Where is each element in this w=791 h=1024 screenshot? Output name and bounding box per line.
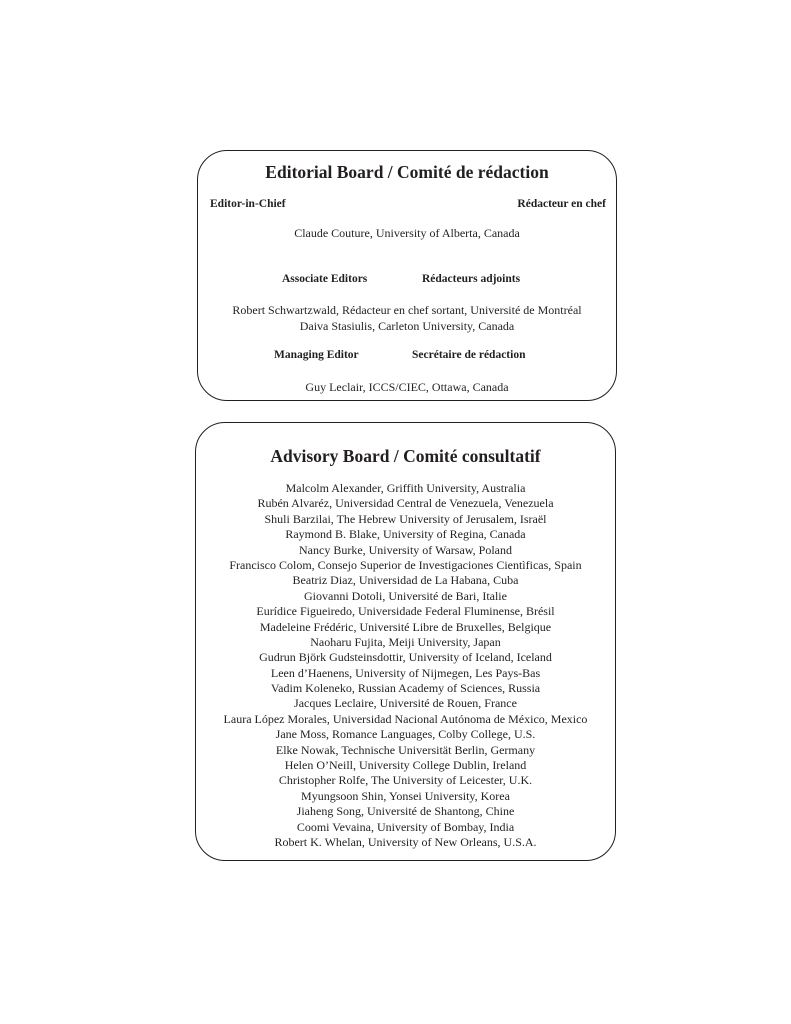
- advisory-member: Beatriz Diaz, Universidad de La Habana, Cuba: [292, 573, 519, 588]
- associate-editors-label-en: Associate Editors: [282, 273, 368, 285]
- advisory-member: Shuli Barzilai, The Hebrew University of Jerusalem, Israël: [264, 511, 547, 526]
- advisory-member: Jiaheng Song, Université de Shantong, Chine: [296, 804, 515, 819]
- advisory-member: Robert K. Whelan, University of New Orleans, U.S.A.: [274, 834, 537, 849]
- advisory-member: Jacques Leclaire, Université de Rouen, France: [294, 696, 517, 711]
- editor-in-chief-label-fr: Rédacteur en chef: [517, 198, 606, 210]
- advisory-member: Gudrun Björk Gudsteinsdottir, University of Iceland, Iceland: [259, 650, 552, 665]
- editor-in-chief-label-en: Editor-in-Chief: [210, 198, 286, 210]
- advisory-member: Vadim Koleneko, Russian Academy of Sciences, Russia: [270, 681, 541, 696]
- advisory-member: Madeleine Frédéric, Université Libre de Bruxelles, Belgique: [259, 619, 552, 634]
- advisory-member: Jane Moss, Romance Languages, Colby College, U.S.: [275, 727, 536, 742]
- editor-in-chief-name: Claude Couture, University of Alberta, Canada: [294, 226, 520, 240]
- managing-editor-label-fr: Secrétaire de rédaction: [412, 349, 526, 361]
- advisory-member: Christopher Rolfe, The University of Leicester, U.K.: [278, 773, 533, 788]
- advisory-board-box: [195, 422, 616, 861]
- editorial-board-title: Editorial Board / Comité de rédaction: [265, 162, 549, 182]
- advisory-member: Raymond B. Blake, University of Regina, Canada: [285, 527, 526, 542]
- advisory-member: Malcolm Alexander, Griffith University, Australia: [285, 481, 526, 495]
- advisory-member: Giovanni Dotoli, Université de Bari, Italie: [304, 588, 507, 603]
- advisory-member-list: [196, 481, 615, 850]
- advisory-member: Naoharu Fujita, Meiji University, Japan: [310, 634, 501, 649]
- advisory-member: Coomi Vevaina, University of Bombay, India: [296, 819, 515, 834]
- managing-editor-label-en: Managing Editor: [274, 349, 359, 361]
- associate-editor-name: Robert Schwartzwald, Rédacteur en chef sortant, Université de Montréal: [232, 303, 582, 317]
- advisory-member: Rubén Alvaréz, Universidad Central de Venezuela, Venezuela: [257, 496, 554, 511]
- advisory-member: Nancy Burke, University of Warsaw, Poland: [299, 542, 512, 557]
- advisory-member: Francisco Colom, Consejo Superior de Investigaciones Cientìficas, Spain: [229, 557, 582, 572]
- managing-editor-name: Guy Leclair, ICCS/CIEC, Ottawa, Canada: [305, 380, 509, 394]
- advisory-member: Eurídice Figueiredo, Universidade Federal Fluminense, Brésil: [256, 604, 555, 619]
- advisory-member: Leen d’Haenens, University of Nijmegen, Les Pays-Bas: [270, 665, 541, 680]
- advisory-member: Laura López Morales, Universidad Nacional Autónoma de México, Mexico: [223, 711, 588, 726]
- associate-editors-label-fr: Rédacteurs adjoints: [422, 273, 521, 285]
- advisory-board-title: Advisory Board / Comité consultatif: [270, 446, 541, 466]
- advisory-member: Elke Nowak, Technische Universität Berlin, Germany: [275, 742, 536, 757]
- editorial-board-box: [197, 150, 617, 401]
- associate-editor-name: Daiva Stasiulis, Carleton University, Canada: [299, 319, 515, 333]
- advisory-member: Myungsoon Shin, Yonsei University, Korea: [301, 788, 510, 803]
- advisory-member: Helen O’Neill, University College Dublin, Ireland: [284, 758, 527, 773]
